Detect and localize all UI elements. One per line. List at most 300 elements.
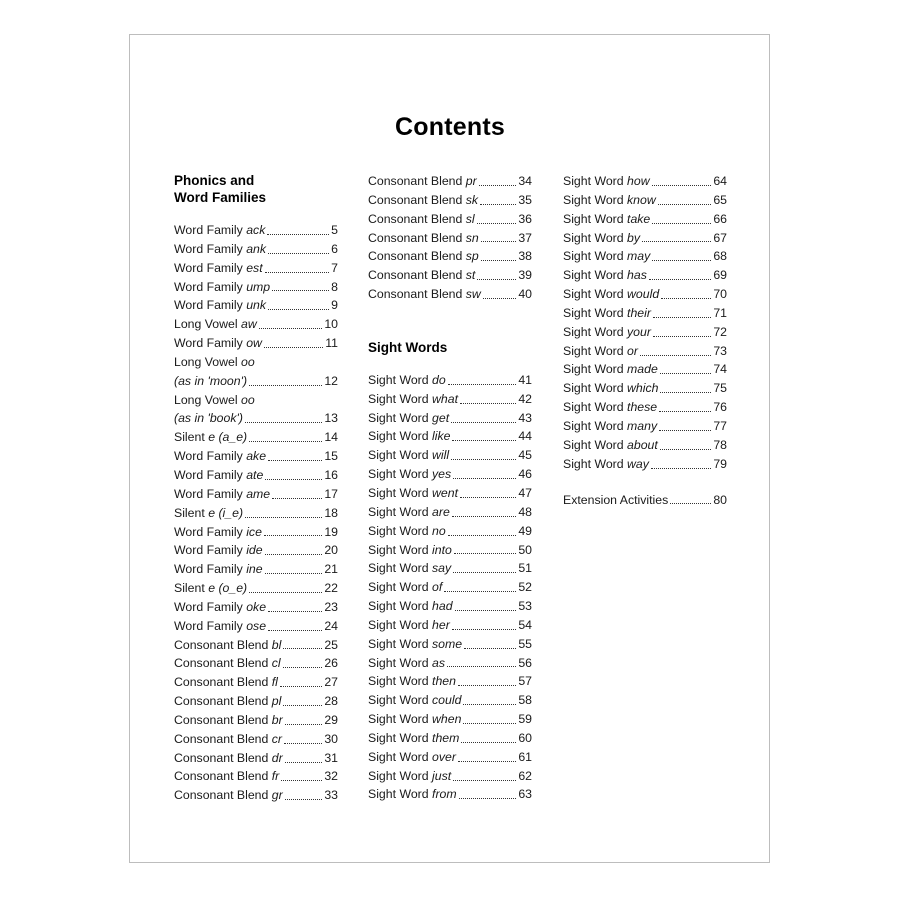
toc-entry-term: ine [246,562,263,577]
toc-page-number: 44 [518,429,532,444]
toc-page-number: 74 [713,362,727,377]
toc-entry-term: bl [271,637,282,652]
section-heading [368,339,532,356]
toc-entry-term: know [627,192,656,207]
toc-entry-title [563,491,668,510]
toc-entry-title [368,503,450,522]
toc-entry-title [174,786,283,805]
toc-entry[interactable] [174,353,338,372]
toc-entry-term: which [627,381,659,396]
toc-entry[interactable] [368,371,532,390]
toc-column-2 [368,172,532,804]
toc-entry[interactable] [174,391,338,410]
toc-entry-term: as [432,655,446,670]
toc-page-number: 31 [324,750,338,765]
toc-page-number: 32 [324,769,338,784]
toc-entry[interactable] [368,522,532,541]
toc-entry-text: Word Family [174,279,247,294]
toc-entry-title [563,229,640,248]
toc-entry-text: Sight Word [368,580,433,595]
toc-entry[interactable] [368,767,532,786]
toc-entry[interactable] [368,559,532,578]
toc-page-number: 30 [324,731,338,746]
toc-page-number: 55 [518,636,532,651]
toc-entry-term: unk [246,298,267,313]
toc-entry[interactable] [368,247,532,266]
toc-entry[interactable] [174,711,338,730]
toc-entry-title [368,597,453,616]
toc-entry-text: Extension Activities [563,492,669,507]
section-heading-line: Word Families [174,190,267,205]
dot-leader [460,497,516,498]
toc-page-number: 73 [713,343,727,358]
toc-entry-title [368,191,478,210]
toc-section [174,172,338,805]
toc-entry-text: Word Family [174,543,247,558]
toc-entry-term: then [432,674,456,689]
toc-entry-term: ide [246,543,263,558]
toc-entry-term: sk [465,192,479,207]
toc-section [368,172,532,304]
toc-entry[interactable] [563,191,727,210]
toc-entry[interactable] [368,390,532,409]
toc-entry-title [563,436,658,455]
toc-entry-title [368,710,461,729]
toc-entry-title [368,210,475,229]
toc-entry[interactable] [174,278,338,297]
toc-entry[interactable] [368,285,532,304]
dot-leader [452,440,516,441]
toc-entry-term: may [627,249,651,264]
toc-page-number: 16 [324,467,338,482]
toc-entry[interactable] [368,484,532,503]
toc-page-number: 65 [713,192,727,207]
toc-page-number: 14 [324,430,338,445]
toc-page-number: 59 [518,712,532,727]
toc-page-number: 41 [518,372,532,387]
dot-leader [268,630,322,631]
toc-entry-term: them [432,730,460,745]
toc-entry-term: st [465,268,476,283]
toc-entry-term: made [627,362,658,377]
toc-entry-term: do [432,372,446,387]
toc-entry[interactable] [368,635,532,654]
toc-entry[interactable] [563,436,727,455]
toc-page-number: 34 [518,174,532,188]
toc-entry[interactable] [368,210,532,229]
toc-entry-title [174,673,278,692]
toc-entry-text: Silent [174,505,209,520]
toc-entry[interactable] [563,210,727,229]
toc-entry-text: Sight Word [368,712,433,727]
dot-leader [259,328,323,329]
toc-entry-term: how [627,174,650,188]
toc-entry-title [563,398,657,417]
dot-leader [652,260,711,261]
toc-entry-term: ank [246,241,267,256]
toc-entry-text: Consonant Blend [368,192,466,207]
toc-entry-title [368,541,452,560]
toc-entry[interactable] [174,240,338,259]
toc-entry[interactable] [174,730,338,749]
toc-entry-title [563,247,650,266]
toc-page-number: 68 [713,249,727,264]
dot-leader [460,403,516,404]
toc-entry-term: are [432,504,450,519]
toc-page-number: 37 [518,230,532,245]
toc-page-number: 15 [324,449,338,464]
section-heading [174,172,338,206]
toc-entry-title [563,285,659,304]
toc-entry[interactable] [174,259,338,278]
toc-page-number: 69 [713,268,727,283]
toc-entry[interactable] [563,172,727,191]
toc-entry-text: Word Family [174,599,247,614]
dot-leader [463,723,516,724]
dot-leader [453,478,516,479]
toc-entry[interactable] [174,315,338,334]
toc-entry-title [368,767,451,786]
toc-page-number: 79 [713,456,727,471]
dot-leader [265,479,322,480]
toc-entry-title [368,785,457,804]
toc-entry-text: Consonant Blend [174,788,272,803]
dot-leader [285,799,323,800]
toc-entry-title [174,541,263,560]
toc-entry-term: say [432,561,452,576]
toc-entry[interactable] [174,296,338,315]
toc-page-number: 43 [518,410,532,425]
toc-entry-text: Word Family [174,260,247,275]
toc-entry[interactable] [174,409,338,428]
toc-entry-title [174,355,255,369]
dot-leader [448,535,517,536]
toc-entry[interactable] [174,372,338,391]
dot-leader [459,798,517,799]
toc-entry-title [174,485,270,504]
toc-entry[interactable] [368,597,532,616]
toc-entry-term: (as in 'moon') [174,373,248,388]
dot-leader [464,648,516,649]
toc-page-number: 9 [331,298,338,313]
toc-entry-text: Sight Word [563,287,628,302]
toc-entry-text: Consonant Blend [174,750,272,765]
toc-entry[interactable] [563,323,727,342]
toc-entry-term: about [627,437,658,452]
toc-entry[interactable] [368,616,532,635]
toc-entry[interactable] [368,729,532,748]
toc-page-number: 80 [713,492,727,507]
toc-entry-term: like [432,429,451,444]
toc-entry[interactable] [174,617,338,636]
toc-entry-text: Silent [174,430,209,445]
toc-entry-term: had [432,599,453,614]
toc-entry-term: into [432,542,452,557]
toc-entry-text: Sight Word [368,655,433,670]
dot-leader [281,780,322,781]
toc-entry[interactable] [368,710,532,729]
dot-leader [249,592,322,593]
toc-entry-term: over [432,749,456,764]
toc-page-number: 63 [518,787,532,802]
toc-page-number: 21 [324,562,338,577]
toc-entry[interactable] [174,504,338,523]
toc-entry[interactable] [174,654,338,673]
dot-leader [463,704,516,705]
toc-entry[interactable] [563,379,727,398]
toc-entry[interactable] [174,447,338,466]
toc-entry[interactable] [174,598,338,617]
toc-entry[interactable] [563,304,727,323]
toc-section [368,339,532,804]
toc-entry[interactable] [563,455,727,474]
toc-entry-term: sl [465,211,475,226]
toc-entry-text: Sight Word [563,456,628,471]
toc-page-number: 72 [713,324,727,339]
toc-entry[interactable] [174,636,338,655]
toc-entry-term: get [432,410,450,425]
toc-entry[interactable] [563,285,727,304]
dot-leader [461,742,516,743]
toc-entry[interactable] [174,428,338,447]
toc-entry-term: would [627,287,660,302]
toc-entry[interactable] [174,541,338,560]
dot-leader [264,347,323,348]
toc-page-number: 23 [324,599,338,614]
toc-entry-term: of [432,580,443,595]
toc-entry-title [174,221,265,240]
toc-entry[interactable] [563,266,727,285]
toc-entry-text: Word Family [174,241,247,256]
toc-entry-term: some [432,636,463,651]
toc-page-number: 57 [518,674,532,689]
dot-leader [652,223,711,224]
toc-page-number: 58 [518,693,532,708]
toc-entry-title [174,296,266,315]
toc-page-number: 26 [324,656,338,671]
dot-leader [651,468,711,469]
toc-page-number: 51 [518,561,532,576]
toc-entry[interactable] [174,749,338,768]
toc-entry-text: Word Family [174,486,247,501]
dot-leader [265,573,323,574]
toc-entry[interactable] [368,691,532,710]
toc-entry[interactable] [174,579,338,598]
toc-entry-text: Word Family [174,336,247,351]
toc-entry-term: take [627,211,651,226]
dot-leader [284,743,322,744]
toc-entry-text: Word Family [174,223,247,237]
toc-entry[interactable] [174,485,338,504]
dot-leader [454,553,516,554]
toc-entry-term: dr [271,750,283,765]
dot-leader [265,272,330,273]
dot-leader [480,204,516,205]
dot-leader [249,441,322,442]
toc-entry[interactable] [563,247,727,266]
toc-entry-title [368,285,481,304]
toc-page-number: 38 [518,249,532,264]
toc-entry-text: Long Vowel [174,354,242,369]
toc-entry[interactable] [368,409,532,428]
toc-entry[interactable] [174,767,338,786]
toc-entry-title [174,334,262,353]
toc-entry-term: went [432,485,459,500]
dot-leader [280,686,322,687]
toc-entry[interactable] [563,360,727,379]
toc-entry-title [368,390,458,409]
toc-page-number: 76 [713,400,727,415]
dot-leader [448,384,517,385]
toc-entry-title [174,428,247,447]
toc-entry[interactable] [368,446,532,465]
toc-entry-text: Sight Word [368,485,433,500]
dot-leader [660,373,712,374]
dot-leader [453,780,516,781]
toc-entry-text: Long Vowel [174,392,242,407]
toc-entry[interactable] [368,427,532,446]
page-title: Contents [395,113,505,141]
toc-page-number: 49 [518,523,532,538]
toc-entry-title [174,466,263,485]
toc-entry-term: pr [465,174,477,188]
dot-leader [444,591,516,592]
toc-entry-title [368,484,458,503]
toc-entry-text: Sight Word [563,343,628,358]
toc-entry-text: Sight Word [368,787,433,802]
dot-leader [453,572,516,573]
toc-entry-text: Word Family [174,562,247,577]
toc-entry-text: Consonant Blend [368,287,466,302]
toc-page-number: 64 [713,174,727,188]
toc-page-number: 52 [518,580,532,595]
toc-entry[interactable] [563,398,727,417]
section-heading-line: Phonics and [174,173,255,188]
toc-entry-term: their [627,305,651,320]
toc-entry-text: Sight Word [368,448,433,463]
toc-entry[interactable] [174,221,338,240]
toc-page-number: 13 [324,411,338,426]
toc-entry-title [368,691,461,710]
toc-entry[interactable] [368,172,532,191]
dot-leader [285,762,323,763]
toc-page-number: 62 [518,768,532,783]
toc-entry-term: aw [241,317,257,332]
toc-page-number: 70 [713,287,727,302]
toc-entry-term: yes [432,467,452,482]
toc-entry-text: Word Family [174,618,247,633]
toc-entry[interactable] [174,692,338,711]
toc-entry-title [174,409,243,428]
toc-entry[interactable] [368,785,532,804]
toc-entry-text: Sight Word [368,429,433,444]
toc-entry-term: will [432,448,450,463]
toc-entry-title [174,730,282,749]
toc-entry[interactable] [563,491,727,510]
toc-entry-text: Sight Word [368,617,433,632]
toc-page-number: 10 [324,317,338,332]
toc-entry-term: way [627,456,649,471]
toc-entry-text: Long Vowel [174,317,242,332]
toc-entry-text: Consonant Blend [174,769,272,784]
toc-entry[interactable] [368,748,532,767]
toc-entry-text: Word Family [174,449,247,464]
toc-entry-term: pl [271,694,282,709]
toc-entry-term: oo [241,354,255,369]
toc-entry[interactable] [174,523,338,542]
toc-entry-text: Sight Word [563,211,628,226]
toc-entry-text: Consonant Blend [174,656,272,671]
toc-page-number: 6 [331,241,338,256]
toc-entry-text: Sight Word [368,467,433,482]
toc-entry[interactable] [368,191,532,210]
toc-page-number: 45 [518,448,532,463]
toc-entry[interactable] [368,654,532,673]
toc-entry-title [174,240,266,259]
toc-entry-term: ack [246,223,266,237]
toc-entry[interactable] [174,466,338,485]
toc-entry-title [368,172,477,191]
toc-entry-title [174,617,266,636]
toc-entry[interactable] [174,673,338,692]
toc-entry-title [174,749,283,768]
toc-entry-text: Sight Word [368,542,433,557]
toc-entry-text: Sight Word [368,674,433,689]
dot-leader [458,761,516,762]
toc-page-number: 25 [324,637,338,652]
dot-leader [267,234,329,235]
toc-entry-title [368,729,459,748]
toc-entry[interactable] [563,229,727,248]
toc-entry[interactable] [563,417,727,436]
dot-leader [447,666,516,667]
toc-entry-text: Consonant Blend [368,174,466,188]
toc-entry-title [563,210,650,229]
toc-entry[interactable] [368,541,532,560]
dot-leader [245,422,322,423]
toc-entry-text: Sight Word [563,230,628,245]
toc-page-number: 46 [518,467,532,482]
toc-entry[interactable] [563,342,727,361]
toc-page-number: 22 [324,581,338,596]
dot-leader [640,355,711,356]
dot-leader [653,336,711,337]
toc-entry[interactable] [174,334,338,353]
toc-entry[interactable] [368,578,532,597]
dot-leader [670,503,711,504]
toc-entry-title [174,636,281,655]
toc-entry-title [563,304,651,323]
toc-entry[interactable] [174,786,338,805]
toc-entry[interactable] [368,672,532,691]
toc-page-number: 53 [518,599,532,614]
toc-entry[interactable] [368,465,532,484]
toc-entry-title [563,191,656,210]
toc-entry-text: Sight Word [563,192,628,207]
dot-leader [272,290,329,291]
toc-entry-term: oo [241,392,255,407]
toc-entry[interactable] [174,560,338,579]
toc-entry-title [368,748,456,767]
toc-entry[interactable] [368,503,532,522]
toc-entry-text: Consonant Blend [174,637,272,652]
toc-entry[interactable] [368,266,532,285]
dot-leader [455,610,517,611]
toc-entry-title [174,259,263,278]
toc-page-number: 61 [518,749,532,764]
toc-entry-text: Sight Word [368,410,433,425]
toc-entry[interactable] [368,229,532,248]
